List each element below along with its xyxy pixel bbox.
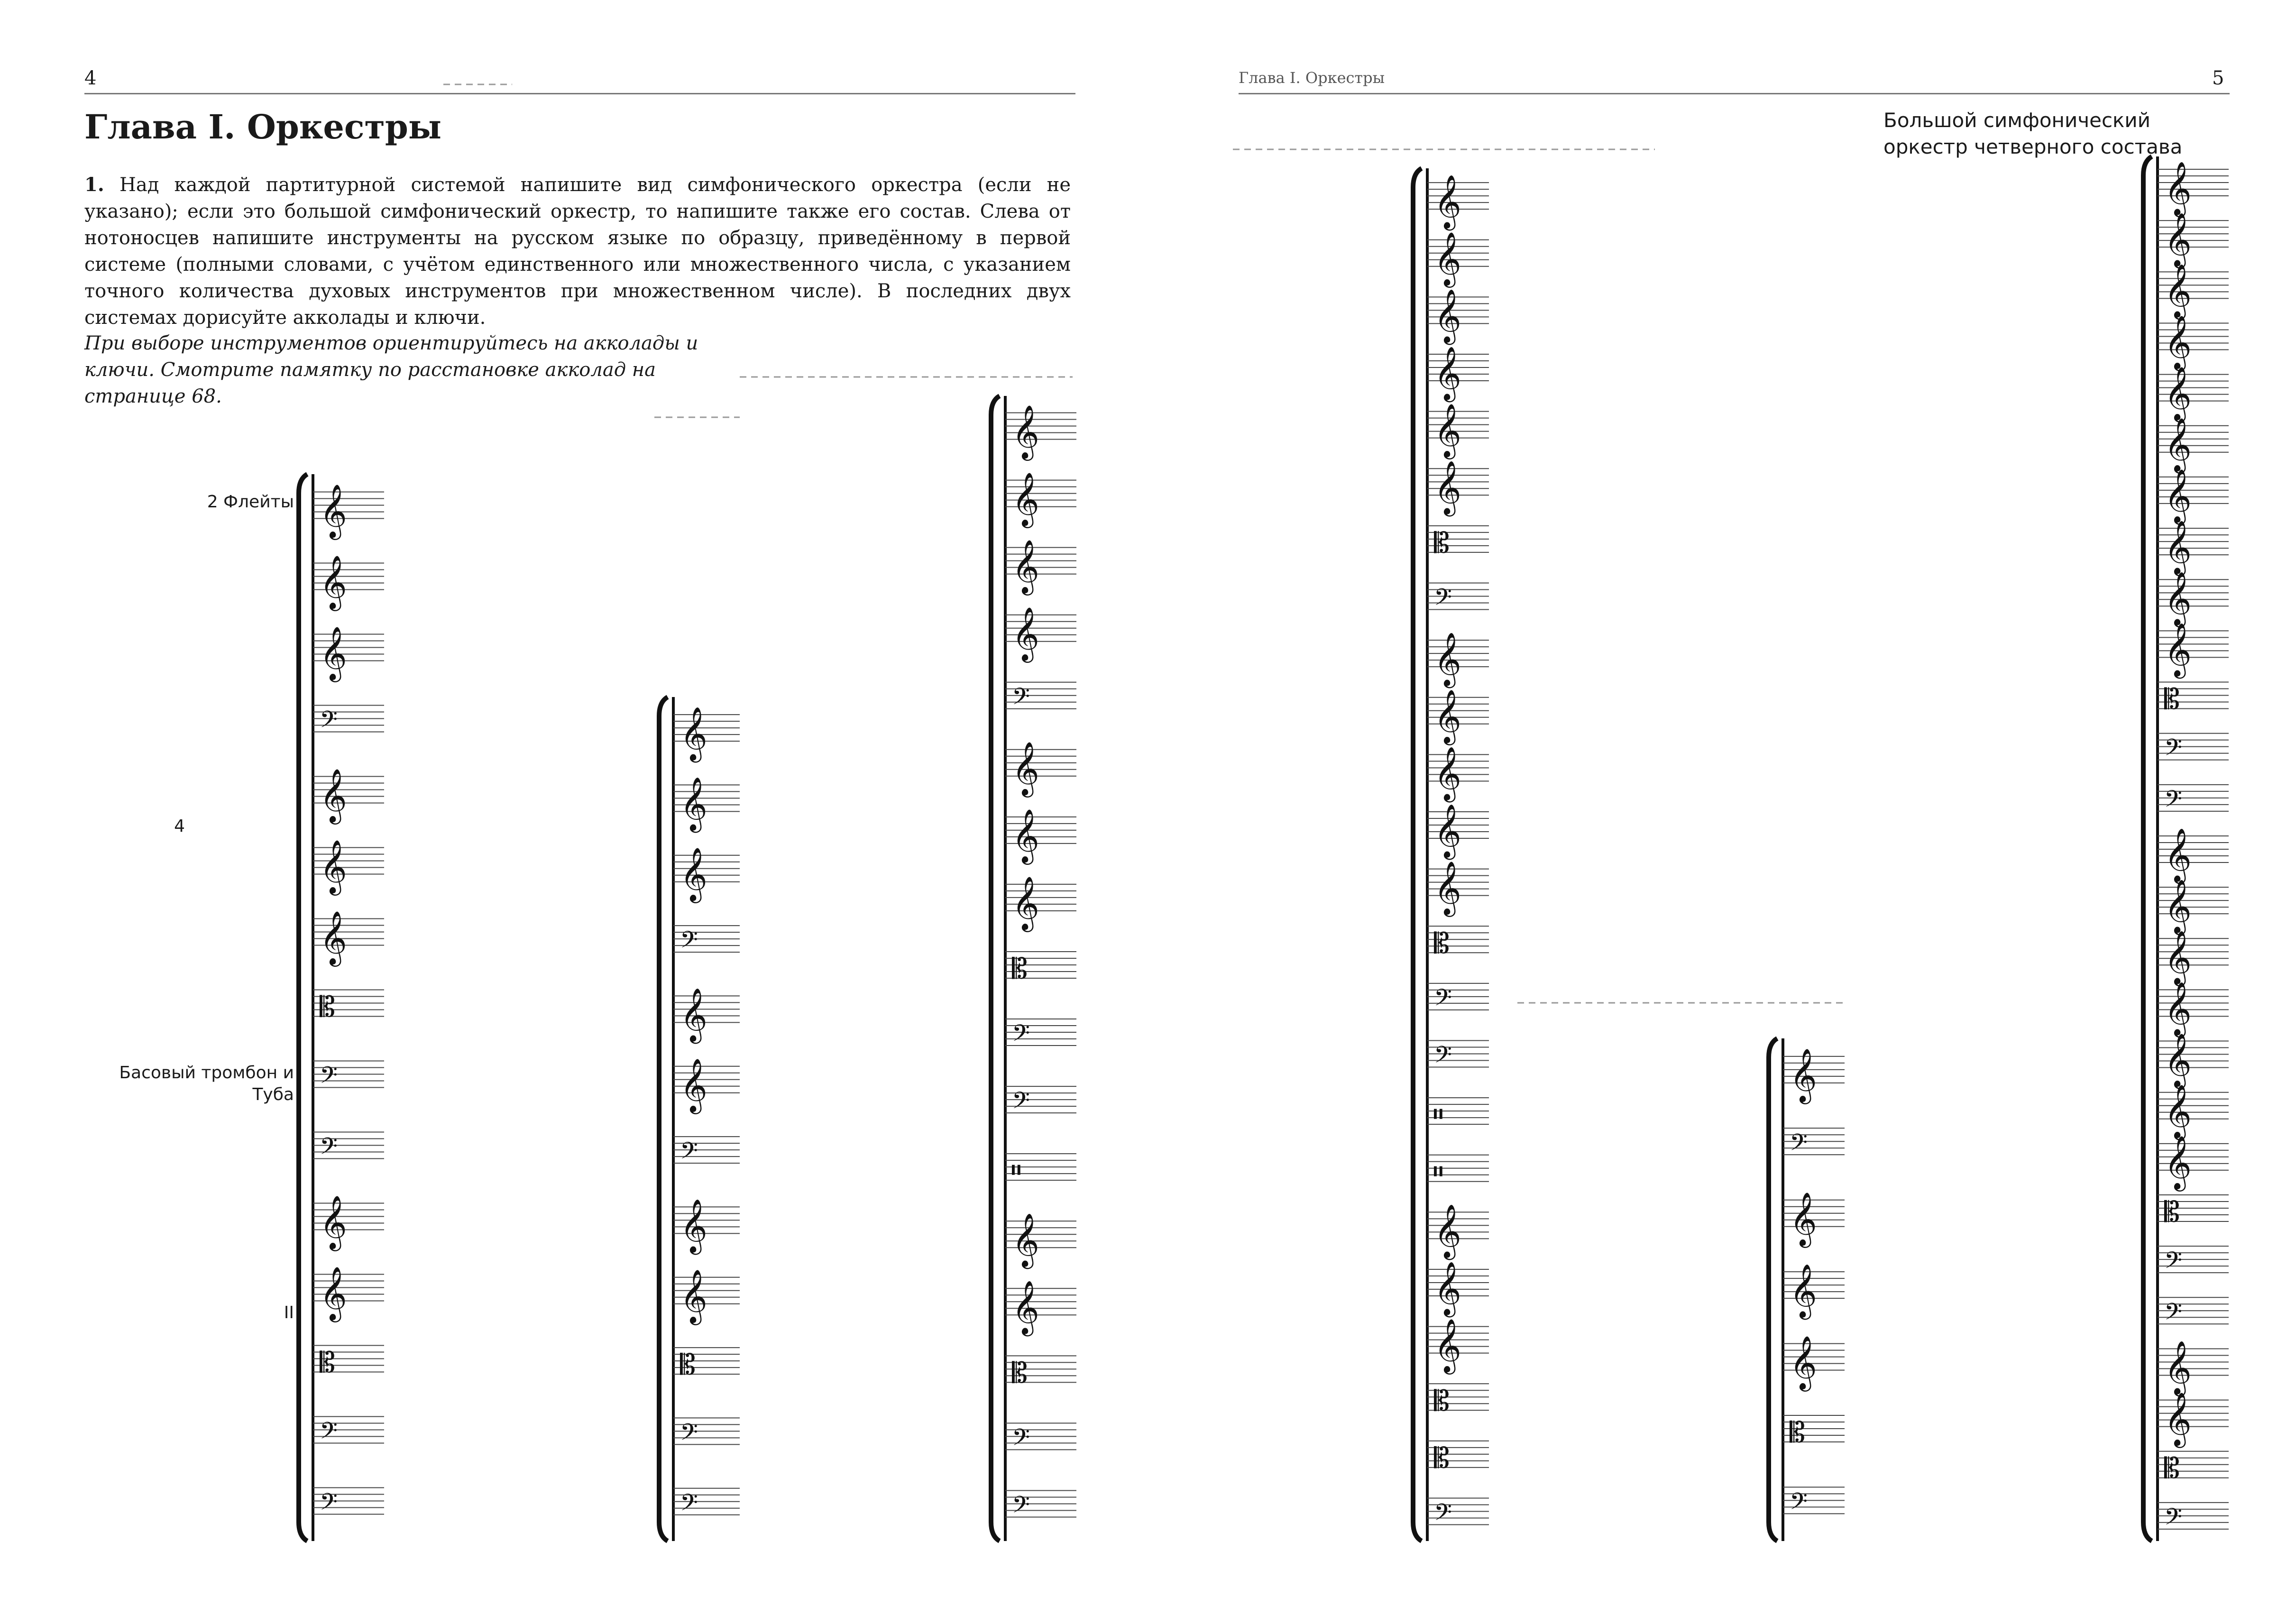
clef-treble-icon: 𝄞	[2164, 212, 2192, 266]
clef-treble-icon: 𝄞	[680, 1058, 707, 1112]
clef-bass-icon: 𝄢	[2164, 1247, 2182, 1280]
clef-alto-icon: 𝄡	[1790, 1416, 1805, 1449]
clef-treble-icon: 𝄞	[1012, 606, 1039, 661]
clef-treble-icon: 𝄞	[1012, 539, 1039, 594]
clef-bass-icon: 𝄢	[680, 1137, 698, 1170]
clef-treble-icon: 𝄞	[1434, 803, 1461, 858]
clef-bass-icon: 𝄢	[1012, 1087, 1030, 1120]
chapter-title: Глава I. Оркестры	[84, 107, 442, 147]
clef-bass-icon: 𝄢	[680, 926, 698, 959]
clef-treble-icon: 𝄞	[1434, 403, 1461, 458]
clef-alto-icon: 𝄡	[1434, 927, 1450, 960]
clef-treble-icon: 𝄞	[320, 1266, 347, 1321]
clef-alto-icon: 𝄡	[2164, 1195, 2180, 1228]
clef-treble-icon: 𝄞	[1434, 1261, 1461, 1315]
system-caption: Большой симфонический оркестр четверного состава	[1883, 109, 2183, 158]
clef-alto-icon: 𝄡	[320, 1346, 335, 1379]
left-page-number: 4	[84, 67, 97, 89]
clef-alto-icon: 𝄡	[320, 990, 335, 1023]
clef-bass-icon: 𝄢	[1790, 1487, 1808, 1521]
clef-bass-icon: 𝄢	[1012, 682, 1030, 716]
clef-treble-icon: 𝄞	[2164, 1340, 2192, 1395]
clef-bass-icon: 𝄢	[1434, 1498, 1452, 1532]
clef-treble-icon: 𝄞	[2164, 1135, 2192, 1190]
clef-treble-icon: 𝄞	[2164, 315, 2192, 369]
clef-treble-icon: 𝄞	[1790, 1192, 1817, 1246]
task-text: Над каждой партитурной системой напишите вид симфонического оркестра (если не указано); если это большой симфонический оркестр, то напишите также его состав. Слева от нотоносцев напишите инструменты на русском языке по образцу, приведённому в первой системе (полными словами, с учётом единственного или множественного числа, с указанием точного количества духовых инструментов при множественном числе). В последних двух системах дорисуйте акколады и ключи.	[84, 174, 1071, 329]
clef-bass-icon: 𝄢	[1012, 1019, 1030, 1053]
running-head: Глава I. Оркестры	[1239, 69, 1385, 87]
clef-treble-icon: 𝄞	[2164, 930, 2192, 985]
clef-treble-icon: 𝄞	[1434, 632, 1461, 686]
clef-treble-icon: 𝄞	[1790, 1048, 1817, 1102]
clef-bass-icon: 𝄢	[2164, 785, 2182, 818]
clef-treble-icon: 𝄞	[680, 1199, 707, 1253]
clef-treble-icon: 𝄞	[1434, 289, 1461, 343]
clef-treble-icon: 𝄞	[1434, 174, 1461, 229]
clef-treble-icon: 𝄞	[1012, 808, 1039, 863]
clef-bass-icon: 𝄢	[1790, 1129, 1808, 1162]
clef-bass-icon: 𝄢	[1012, 1423, 1030, 1457]
clef-treble-icon: 𝄞	[1012, 472, 1039, 526]
clef-treble-icon: 𝄞	[1012, 741, 1039, 796]
clef-bass-icon: 𝄢	[680, 1418, 698, 1451]
clef-treble-icon: 𝄞	[2164, 623, 2192, 677]
clef-bass-icon: 𝄢	[320, 1417, 338, 1450]
clef-treble-icon: 𝄞	[2164, 417, 2192, 472]
clef-treble-icon: 𝄞	[1790, 1263, 1817, 1318]
clef-treble-icon: 𝄞	[320, 839, 347, 894]
clef-treble-icon: 𝄞	[2164, 520, 2192, 574]
clef-bass-icon: 𝄢	[1434, 583, 1452, 616]
system-bracket	[659, 697, 668, 1541]
clef-treble-icon: 𝄞	[1434, 746, 1461, 801]
clef-treble-icon: 𝄞	[2164, 1084, 2192, 1138]
clef-bass-icon: 𝄢	[2164, 734, 2182, 767]
clef-treble-icon: 𝄞	[1790, 1335, 1817, 1390]
clef-treble-icon: 𝄞	[1434, 861, 1461, 915]
clef-bass-icon: 𝄢	[2164, 1503, 2182, 1536]
clef-bass-icon: 𝄢	[320, 1061, 338, 1094]
system-bracket	[1413, 168, 1422, 1541]
clef-treble-icon: 𝄞	[1012, 876, 1039, 930]
clef-alto-icon: 𝄡	[680, 1348, 696, 1381]
task-hint: При выборе инструментов ориентируйтесь на акколады и ключи. Смотрите памятку по расстановке акколад на странице 68.	[84, 332, 698, 407]
clef-bass-icon: 𝄢	[320, 1132, 338, 1165]
clef-alto-icon: 𝄡	[1434, 1441, 1450, 1474]
clef-bass-icon: 𝄢	[680, 1488, 698, 1522]
clef-treble-icon: 𝄞	[2164, 1392, 2192, 1446]
clef-perc-icon: 𝄥	[1012, 1154, 1020, 1187]
system-bracket	[2143, 156, 2152, 1541]
clef-treble-icon: 𝄞	[1434, 460, 1461, 515]
clef-treble-icon: 𝄞	[1434, 1318, 1461, 1373]
clef-alto-icon: 𝄡	[2164, 682, 2180, 716]
clef-treble-icon: 𝄞	[2164, 264, 2192, 318]
clef-treble-icon: 𝄞	[1012, 404, 1039, 459]
clef-alto-icon: 𝄡	[1434, 526, 1450, 559]
clef-alto-icon: 𝄡	[1012, 952, 1028, 985]
clef-treble-icon: 𝄞	[2164, 827, 2192, 882]
system-bracket	[991, 396, 1000, 1541]
clef-treble-icon: 𝄞	[1012, 1213, 1039, 1267]
label-bass-trombone: Басовый тромбон и Туба	[119, 1063, 294, 1104]
clef-treble-icon: 𝄞	[320, 1195, 347, 1249]
clef-treble-icon: 𝄞	[2164, 879, 2192, 933]
clef-bass-icon: 𝄢	[1434, 1041, 1452, 1074]
clef-bass-icon: 𝄢	[2164, 1298, 2182, 1331]
label-horns-count: 4	[174, 817, 185, 836]
right-page-number: 5	[2212, 67, 2224, 89]
clef-alto-icon: 𝄡	[1434, 1384, 1450, 1417]
clef-bass-icon: 𝄢	[1434, 983, 1452, 1017]
clef-treble-icon: 𝄞	[2164, 161, 2192, 215]
clef-treble-icon: 𝄞	[320, 626, 347, 680]
system-bracket	[1769, 1038, 1777, 1541]
clef-treble-icon: 𝄞	[320, 484, 347, 538]
clef-treble-icon: 𝄞	[680, 706, 707, 761]
clef-bass-icon: 𝄢	[320, 1488, 338, 1521]
clef-treble-icon: 𝄞	[680, 847, 707, 901]
clef-treble-icon: 𝄞	[1434, 1204, 1461, 1258]
label-flutes: 2 Флейты	[207, 492, 294, 512]
clef-bass-icon: 𝄢	[320, 706, 338, 739]
clef-treble-icon: 𝄞	[2164, 571, 2192, 626]
system-bracket	[299, 474, 307, 1541]
label-strings-group: II	[284, 1303, 294, 1322]
clef-treble-icon: 𝄞	[1434, 231, 1461, 286]
clef-bass-icon: 𝄢	[1012, 1491, 1030, 1524]
clef-perc-icon: 𝄥	[1434, 1155, 1442, 1188]
clef-treble-icon: 𝄞	[680, 777, 707, 831]
clef-treble-icon: 𝄞	[2164, 982, 2192, 1036]
clef-treble-icon: 𝄞	[320, 910, 347, 965]
clef-treble-icon: 𝄞	[2164, 366, 2192, 421]
task-number: 1.	[84, 174, 104, 196]
clef-treble-icon: 𝄞	[680, 1269, 707, 1323]
clef-treble-icon: 𝄞	[320, 555, 347, 609]
clef-treble-icon: 𝄞	[320, 768, 347, 823]
clef-treble-icon: 𝄞	[1012, 1280, 1039, 1335]
clef-alto-icon: 𝄡	[2164, 1451, 2180, 1485]
clef-perc-icon: 𝄥	[1434, 1098, 1442, 1131]
clef-alto-icon: 𝄡	[1012, 1356, 1028, 1389]
clef-treble-icon: 𝄞	[2164, 1033, 2192, 1087]
clef-treble-icon: 𝄞	[1434, 689, 1461, 743]
clef-treble-icon: 𝄞	[2164, 468, 2192, 523]
clef-treble-icon: 𝄞	[1434, 346, 1461, 400]
clef-treble-icon: 𝄞	[680, 988, 707, 1042]
